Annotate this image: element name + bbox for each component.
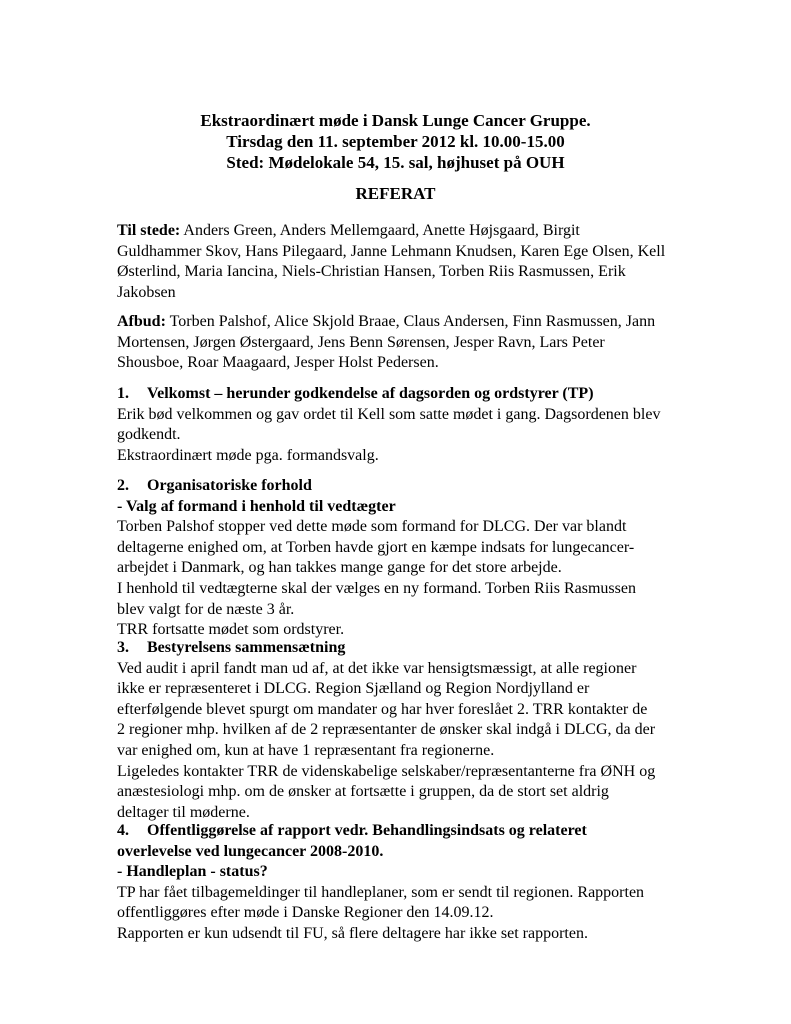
paragraph-line: ikke er repræsenteret i DLCG. Region Sjælland og Region Nordjylland er	[117, 680, 590, 698]
attendees-line: Guldhammer Skov, Hans Pilegaard, Janne Lehmann Knudsen, Karen Ege Olsen, Kell	[117, 242, 666, 260]
section-title: Offentliggørelse af rapport vedr. Behandlingsindsats og relateret	[147, 822, 587, 839]
attendees-block	[117, 221, 677, 303]
section-number: 2.	[117, 477, 129, 494]
absentees-line: Shousboe, Roar Maagaard, Jesper Holst Pedersen.	[117, 354, 439, 372]
section-3	[117, 638, 677, 823]
referat-heading: REFERAT	[355, 184, 436, 203]
attendees-line: Anders Green, Anders Mellemgaard, Anette Højsgaard, Birgit	[180, 222, 580, 239]
paragraph-line: I henhold til vedtægterne skal der vælges en ny formand. Torben Riis Rasmussen	[117, 579, 636, 597]
section-1	[117, 384, 677, 466]
attendees-label: Til stede:	[117, 222, 181, 239]
absentees-block	[117, 312, 677, 374]
paragraph-line: deltagerne enighed om, at Torben havde gjort en kæmpe indsats for lungecancer-	[117, 538, 635, 556]
paragraph-line: 2 regioner mhp. hvilken af de 2 repræsentanter de ønsker skal indgå i DLCG, da der	[117, 721, 656, 739]
section-number: 4.	[117, 822, 129, 839]
section-title-continued: overlevelse ved lungecancer 2008-2010.	[117, 842, 384, 860]
attendees-line: Østerlind, Maria Iancina, Niels-Christian Hansen, Torben Riis Rasmussen, Erik	[117, 263, 626, 281]
paragraph-line: Erik bød velkommen og gav ordet til Kell som satte mødet i gang. Dagsordenen blev	[117, 405, 661, 423]
section-number: 1.	[117, 385, 129, 402]
paragraph-line: blev valgt for de næste 3 år.	[117, 600, 295, 618]
meeting-location: Sted: Mødelokale 54, 15. sal, højhuset på OUH	[226, 153, 565, 172]
attendees-line: Jakobsen	[117, 283, 176, 301]
paragraph-line: Rapporten er kun udsendt til FU, så flere deltagere har ikke set rapporten.	[117, 924, 588, 942]
meeting-date: Tirsdag den 11. september 2012 kl. 10.00-15.00	[226, 132, 565, 151]
paragraph-line: anæstesiologi mhp. om de ønsker at fortsætte i gruppen, da de stort set aldrig	[117, 783, 609, 801]
paragraph-line: efterfølgende blevet spurgt om mandater og har hver foreslået 2. TRR kontakter de	[117, 700, 648, 718]
absentees-line: Torben Palshof, Alice Skjold Braae, Claus Andersen, Finn Rasmussen, Jann	[165, 313, 656, 330]
absentees-label: Afbud:	[117, 313, 166, 330]
section-2-heading	[117, 476, 677, 497]
paragraph-line: arbejdet i Danmark, og han takkes mange gange for det store arbejde.	[117, 559, 562, 577]
meeting-title: Ekstraordinært møde i Dansk Lunge Cancer Gruppe.	[200, 111, 591, 130]
section-title: Organisatoriske forhold	[147, 477, 312, 494]
paragraph-line: godkendt.	[117, 426, 181, 444]
section-4-heading	[117, 821, 677, 842]
paragraph-line: Ekstraordinært møde pga. formandsvalg.	[117, 446, 379, 464]
paragraph-line: Ved audit i april fandt man ud af, at det ikke var hensigtsmæssigt, at alle regioner	[117, 659, 637, 677]
paragraph-line: var enighed om, kun at have 1 repræsentant fra regionerne.	[117, 741, 495, 759]
paragraph-line: TRR fortsatte mødet som ordstyrer.	[117, 621, 345, 639]
paragraph-line: deltager til møderne.	[117, 803, 250, 821]
section-subtitle: - Handleplan - status?	[117, 863, 268, 881]
section-number: 3.	[117, 639, 129, 656]
section-4	[117, 821, 677, 945]
section-3-heading	[117, 638, 677, 659]
section-title: Bestyrelsens sammensætning	[147, 639, 346, 656]
section-subtitle: - Valg af formand i henhold til vedtægter	[117, 497, 396, 515]
section-1-heading	[117, 384, 677, 405]
absentees-line: Mortensen, Jørgen Østergaard, Jens Benn Sørensen, Jesper Ravn, Lars Peter	[117, 333, 605, 351]
paragraph-line: Ligeledes kontakter TRR de videnskabelige selskaber/repræsentanterne fra ØNH og	[117, 762, 656, 780]
section-title: Velkomst – herunder godkendelse af dagsorden og ordstyrer (TP)	[147, 385, 594, 402]
section-2	[117, 476, 677, 641]
meeting-header	[0, 110, 791, 173]
paragraph-line: TP har fået tilbagemeldinger til handleplaner, som er sendt til regionen. Rapporten	[117, 883, 645, 901]
paragraph-line: Torben Palshof stopper ved dette møde som formand for DLCG. Der var blandt	[117, 518, 627, 536]
paragraph-line: offentliggøres efter møde i Danske Regioner den 14.09.12.	[117, 904, 494, 922]
